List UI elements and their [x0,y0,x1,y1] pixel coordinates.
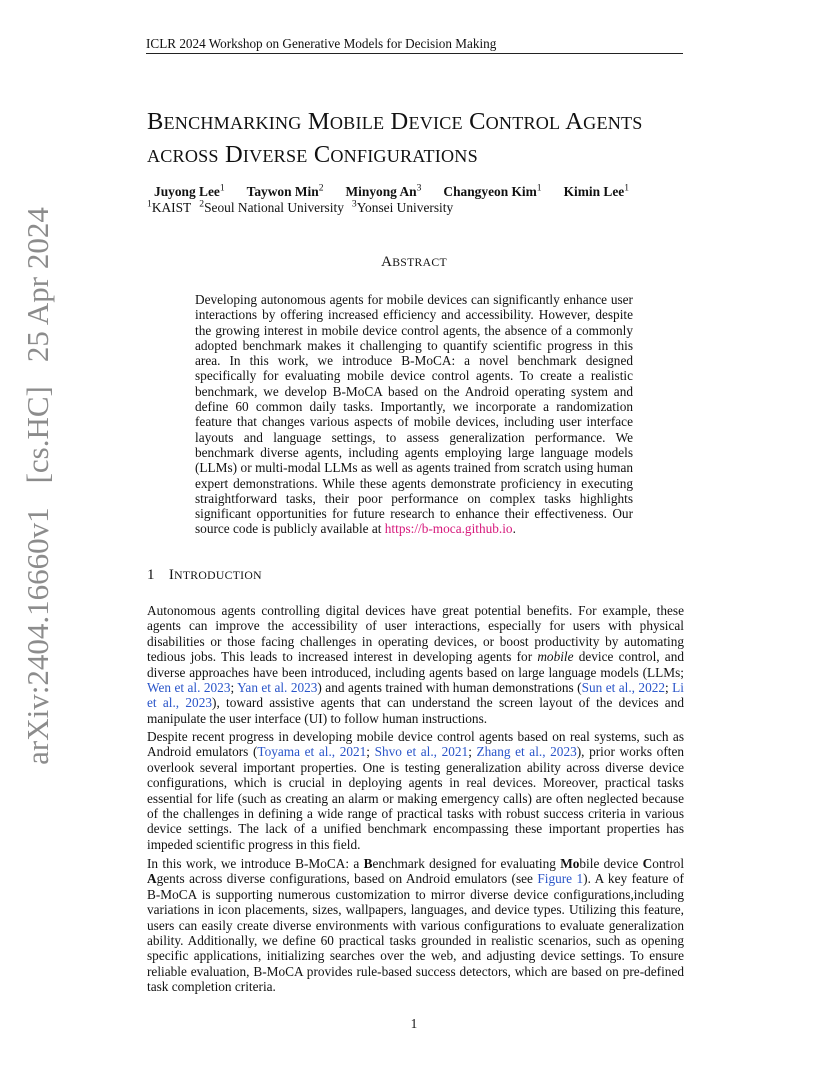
text-run: Autonomous agents controlling digital devices have great potential benefits. For example, these agents can improve the accessibility of user interactions, especially for users with physical disabilities or those facing challenges in operating devices, or boost productivity by automating tedious jobs. This leads to increased interest in developing agents for [147,603,684,665]
affiliation-name: Yonsei University [356,200,454,216]
title-word-rest: ACROSS [147,146,219,166]
bold-text: A [147,871,157,887]
text-run: gents across diverse configurations, based on Android emulators (see [156,871,538,887]
emphasis-text: mobile [537,649,574,665]
title-word-cap: A [565,108,584,135]
text-run: ; [230,680,238,696]
title-word-rest: ONTROL [485,113,561,133]
author [346,184,422,199]
affiliation-mark: 2 [199,199,205,210]
author-affiliation-mark: 1 [536,183,542,194]
intro-paragraph-1 [147,603,684,726]
affiliation-name: Seoul National University [204,200,344,216]
section-title-rest: NTRODUCTION [174,569,262,582]
text-run: ), prior works often overlook several important properties. One is testing generalization ability across diverse device configurations, which is crucial in deploying agents in real devices. Moreover, practical tasks essential for life (such as creating an alarm or making emergency calls) are often neglected because of the challenges in defining a wide range of practical tasks with robust success criteria in various device settings. The lack of a unified benchmark encompassing these important properties has impeded scientific progress in this field. [147,744,684,852]
affiliation [147,200,191,215]
header-rule [146,53,683,54]
author [247,184,324,199]
affiliation-name: KAIST [151,200,192,216]
author [564,184,629,199]
text-run: ontrol [652,856,685,871]
title-word-cap: M [307,108,330,135]
section-title-cap: I [168,567,175,583]
author-name: Changyeon Kim [443,184,537,200]
citation-link[interactable]: Shvo et al., 2021 [374,744,469,760]
citation-link[interactable]: Zhang et al., 2023 [476,744,577,760]
title-word-rest: OBILE [329,113,385,133]
text-run: ; [468,744,477,760]
title-word-cap: B [147,108,164,135]
page-number: 1 [410,1016,418,1031]
arxiv-category: [cs.HC] [20,386,55,484]
bold-text: C [642,856,653,871]
abstract-end: . [512,521,516,537]
title-word-cap: D [225,141,243,168]
affiliation [352,200,453,215]
abstract-body: Developing autonomous agents for mobile devices can significantly enhance user interactions by offering increased efficiency and accessibility. However, despite the growing interest in mobile device control agents, the absence of a commonly adopted benchmark makes it challenging to quantify scientific progress in this area. In this work, we introduce B-MoCA: a novel benchmark designed specifically for evaluating mobile device control agents. To create a realistic benchmark, we develop B-MoCA based on the Android operating system and define 60 common daily tasks. Importantly, we incorporate a randomization feature that changes various aspects of mobile devices, including user interface layouts and language settings, to assess generalization performance. We benchmark diverse agents, including agents employing large language models (LLMs) or multi-modal LLMs as well as agents trained from scratch using human expert demonstrations. While these agents demonstrate proficiency in executing straightforward tasks, their poor performance on complex tasks highlights significant opportunities for future research to enhance their effectiveness. Our source code is publicly available at [195,292,633,537]
figure-reference-link[interactable]: Figure 1 [537,871,584,887]
affiliation-mark: 1 [147,199,152,210]
author-name: Taywon Min [246,184,319,200]
affiliation-list [147,199,461,216]
text-run: ) and agents trained with human demonstrations ( [317,680,582,696]
title-word-rest: EVICE [408,113,463,133]
text-run: bile device [579,856,643,871]
author-affiliation-mark: 1 [624,183,630,194]
title-word-rest: GENTS [583,113,643,133]
text-run: enchmark designed for evaluating [372,856,561,871]
title-word-rest: ENCHMARKING [163,113,302,133]
author-affiliation-mark: 2 [318,183,324,194]
section-number: 1 [147,567,155,583]
arxiv-id: arXiv:2404.16660v1 [20,507,55,765]
title-word-rest: IVERSE [242,146,308,166]
affiliation-mark: 3 [351,199,357,210]
author-list [154,183,651,200]
title-word-rest: ONFIGURATIONS [330,146,478,166]
title-word-cap: C [313,141,331,168]
citation-link[interactable]: Wen et al. 2023 [147,680,231,696]
arxiv-date: 25 Apr 2024 [20,207,55,363]
citation-link[interactable]: Li et al., 2023 [147,680,684,711]
text-run: device control, and diverse approaches have been introduced, including agents based on large language models (LLMs; [147,649,684,680]
text-run: ). A key feature of B-MoCA is supporting numerous customization to mirror diverse device configurations,including variations in icon placements, sizes, wallpapers, languages, and device types. Utilizing this feature, users can easily create diverse environments with various configurations to evaluate generalization ability. Additionally, we define 60 practical tasks grounded in realistic scenarios, such as opening specific applications, initializing searches over the web, and adjusting device settings. To ensure reliable evaluation, B-MoCA provides rule-based success detectors, which are based on pre-defined task completion criteria. [147,871,684,995]
citation-link[interactable]: Toyama et al., 2021 [257,744,367,760]
abstract-text [195,292,633,537]
author-affiliation-mark: 3 [416,183,422,194]
source-code-link[interactable]: https://b-moca.github.io [384,521,513,537]
abstract-heading [0,254,828,271]
intro-paragraph-2 [147,729,684,852]
title-word-cap: D [390,108,409,135]
author-name: Kimin Lee [563,184,625,200]
section-heading-introduction [147,567,262,584]
text-run: In this work, we introduce B-MoCA: a [147,856,364,871]
paper-title [147,106,727,172]
bold-text: Mo [560,856,580,871]
text-run: ; [665,680,673,696]
author-name: Minyong An [345,184,417,200]
citation-link[interactable]: Yan et al. 2023 [237,680,318,696]
author [154,184,225,199]
author-name: Juyong Lee [154,184,220,200]
text-run: Despite recent progress in developing mobile device control agents based on real systems, such as Android emulators ( [147,729,684,760]
affiliation [199,200,344,215]
heading-rest: BSTRACT [392,256,447,269]
bold-text: B [363,856,373,871]
running-header: ICLR 2024 Workshop on Generative Models for Decision Making [146,36,497,51]
intro-paragraph-3 [147,856,684,995]
text-run: ), toward assistive agents that can understand the screen layout of the devices and manipulate the user interface (UI) to follow human instructions. [147,695,684,726]
heading-cap: A [381,254,393,270]
author-affiliation-mark: 1 [219,183,225,194]
title-word-cap: C [469,108,486,135]
citation-link[interactable]: Sun et al., 2022 [581,680,666,696]
text-run: ; [366,744,375,760]
author [443,184,541,199]
